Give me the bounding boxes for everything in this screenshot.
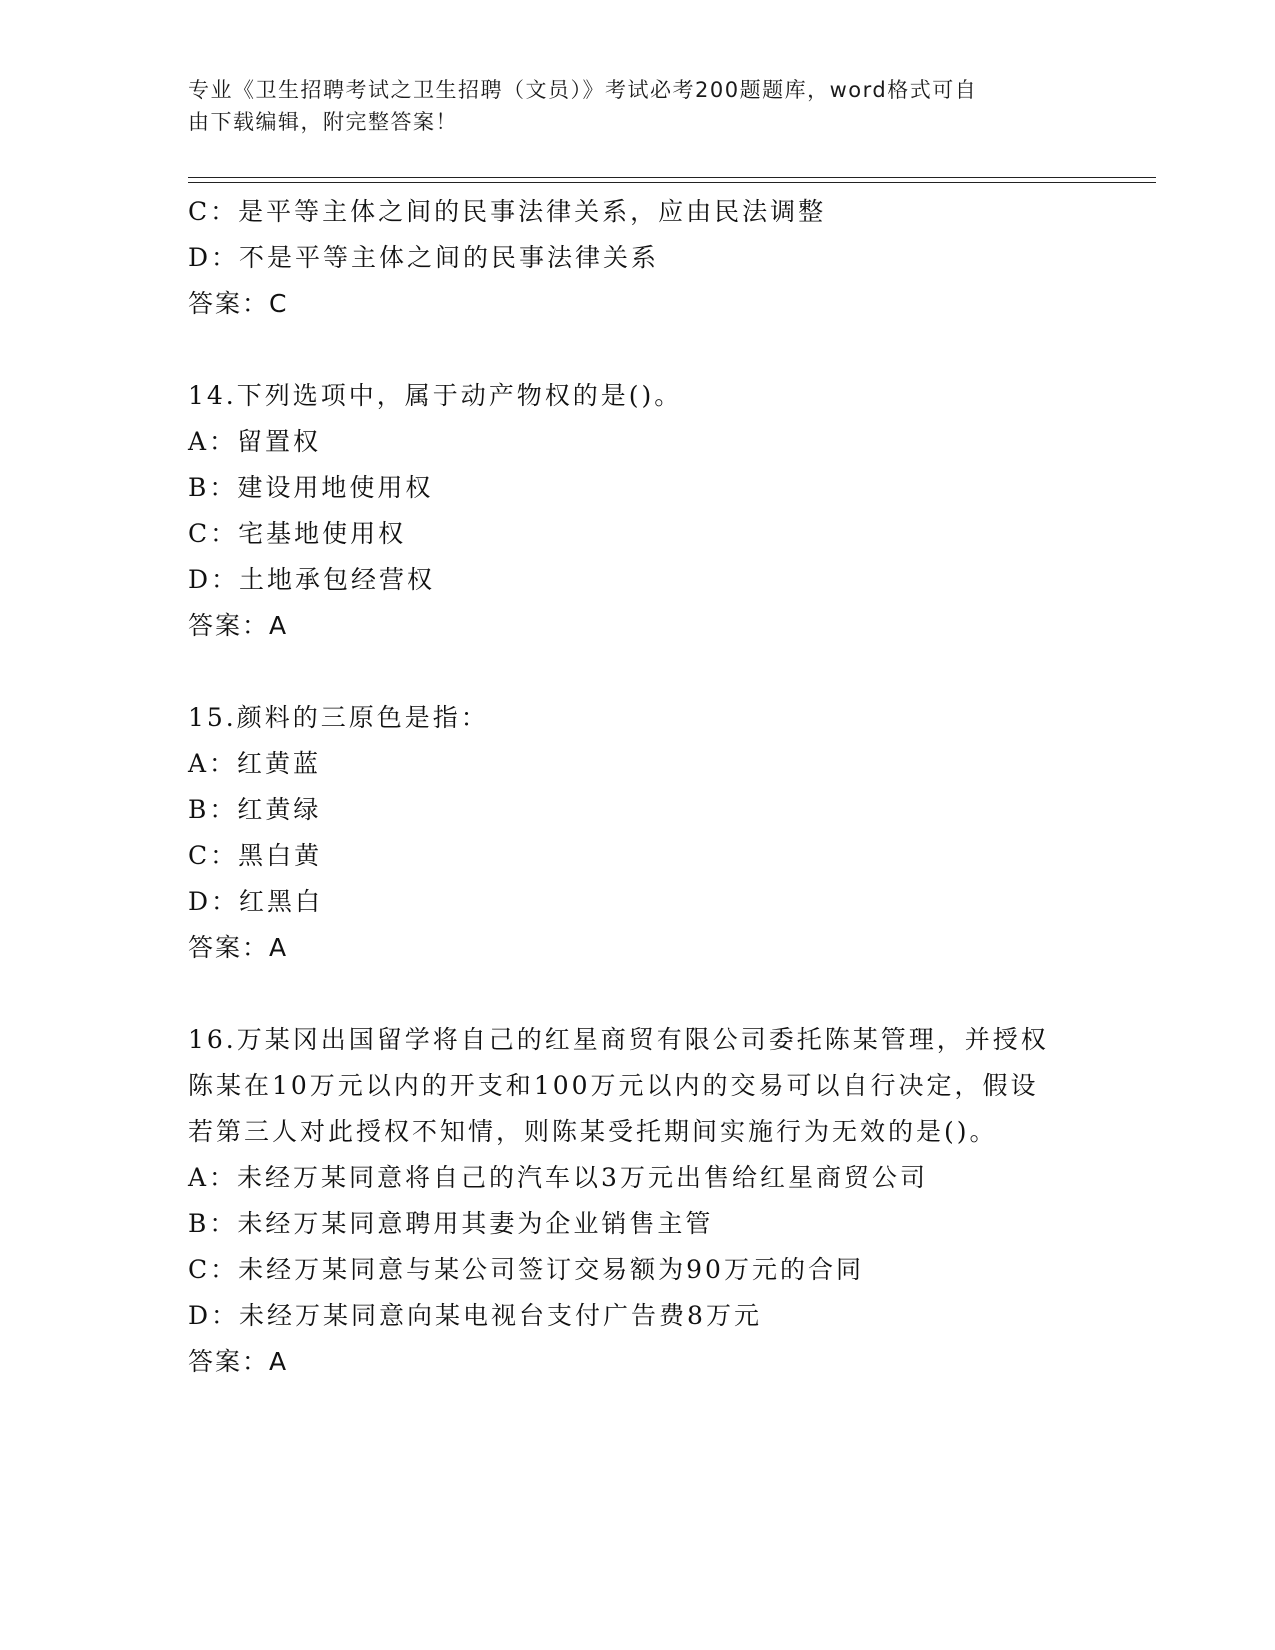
- option-b: B：红黄绿: [188, 795, 322, 824]
- option-a: A：红黄蓝: [188, 749, 322, 778]
- question-13-continued: [188, 189, 1088, 327]
- header-divider-bottom: [188, 182, 1156, 183]
- question-stem-line-1: 16.万某冈出国留学将自己的红星商贸有限公司委托陈某管理，并授权: [188, 1025, 1049, 1054]
- answer-line: 答案：A: [188, 611, 289, 640]
- option-b: B：未经万某同意聘用其妻为企业销售主管: [188, 1209, 714, 1238]
- question-stem-line-2: 陈某在10万元以内的开支和100万元以内的交易可以自行决定，假设: [188, 1071, 1039, 1100]
- question-list: [188, 189, 1088, 1385]
- answer-line: 答案：A: [188, 1347, 289, 1376]
- option-c: C：未经万某同意与某公司签订交易额为90万元的合同: [188, 1255, 864, 1284]
- option-d: D：不是平等主体之间的民事法律关系: [188, 243, 660, 272]
- answer-line: 答案：C: [188, 289, 289, 318]
- option-a: A：留置权: [188, 427, 322, 456]
- spacer: [188, 327, 1088, 373]
- option-c: C：宅基地使用权: [188, 519, 407, 548]
- option-d: D：红黑白: [188, 887, 324, 916]
- question-stem: 14.下列选项中，属于动产物权的是()。: [188, 381, 683, 410]
- option-a: A：未经万某同意将自己的汽车以3万元出售给红星商贸公司: [188, 1163, 928, 1192]
- question-stem-line-3: 若第三人对此授权不知情，则陈某受托期间实施行为无效的是()。: [188, 1117, 998, 1146]
- header-divider-top: [188, 177, 1156, 178]
- question-16: [188, 1017, 1088, 1385]
- spacer: [188, 971, 1088, 1017]
- answer-line: 答案：A: [188, 933, 289, 962]
- spacer: [188, 649, 1088, 695]
- option-c: C：黑白黄: [188, 841, 323, 870]
- question-stem: 15.颜料的三原色是指：: [188, 703, 489, 732]
- option-d: D：未经万某同意向某电视台支付广告费8万元: [188, 1301, 762, 1330]
- question-15: [188, 695, 1088, 971]
- question-14: [188, 373, 1088, 649]
- header-title-line-2: 由下载编辑，附完整答案！: [188, 110, 458, 134]
- header-title-line-1: 专业《卫生招聘考试之卫生招聘（文员）》考试必考200题题库，word格式可自: [188, 78, 978, 102]
- option-d: D：土地承包经营权: [188, 565, 436, 594]
- option-c: C：是平等主体之间的民事法律关系，应由民法调整: [188, 197, 827, 226]
- document-header: [188, 74, 1068, 138]
- option-b: B：建设用地使用权: [188, 473, 434, 502]
